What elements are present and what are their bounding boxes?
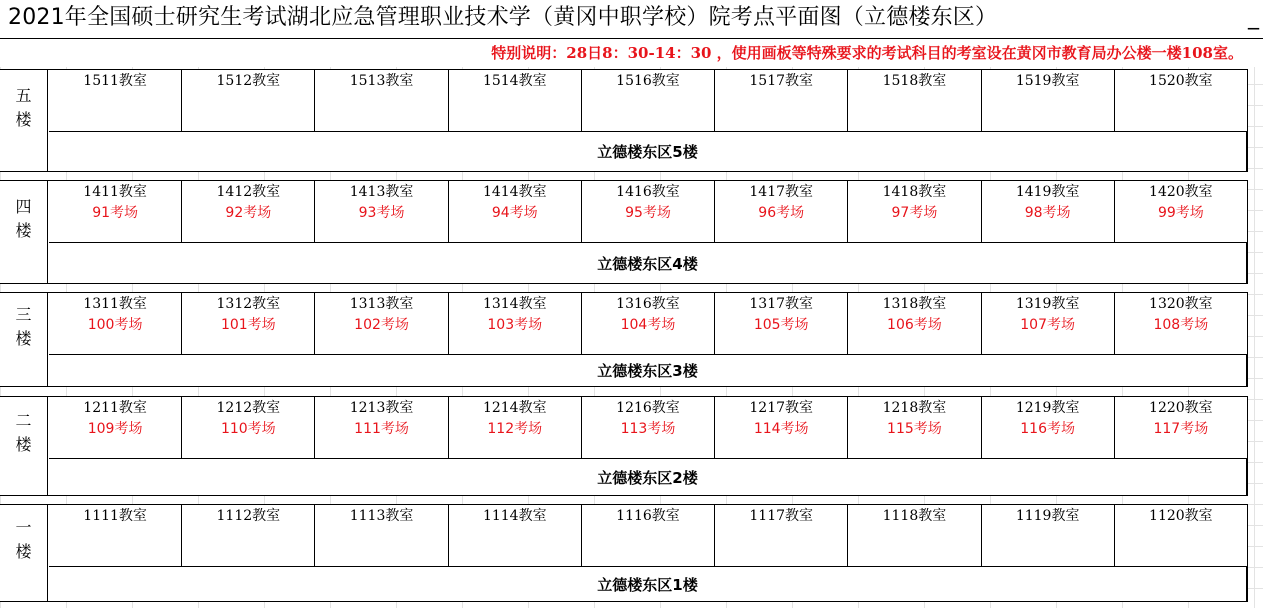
room-name: 1118教室 xyxy=(882,508,947,524)
room-name: 1317教室 xyxy=(749,296,814,312)
room-cell xyxy=(315,70,448,131)
exam-room-number: 115考场 xyxy=(887,421,942,437)
exam-room-number xyxy=(1115,525,1247,528)
room-name: 1120教室 xyxy=(1149,508,1213,524)
room-cell xyxy=(1115,293,1247,354)
room-name: 1212教室 xyxy=(216,400,281,416)
room-row xyxy=(49,505,1247,567)
room-name: 1119教室 xyxy=(1015,508,1080,524)
room-cell xyxy=(982,293,1115,354)
room-cell xyxy=(715,181,848,242)
floor-section xyxy=(0,292,1248,387)
room-row xyxy=(49,293,1247,355)
room-cell xyxy=(182,505,315,566)
exam-room-number xyxy=(315,525,447,528)
exam-room-number xyxy=(449,90,581,93)
building-floor-label: 立德楼东区1楼 xyxy=(49,567,1247,601)
room-name: 1312教室 xyxy=(216,296,281,312)
page-title: 2021年全国硕士研究生考试湖北应急管理职业技术学（黄冈中职学校）院考点平面图（立德楼东区） xyxy=(8,5,998,30)
exam-room-number xyxy=(1115,90,1247,93)
room-row xyxy=(49,397,1247,459)
building-floor-label: 立德楼东区4楼 xyxy=(49,243,1247,283)
exam-room-number: 117考场 xyxy=(1153,421,1209,437)
floor-label-char: 楼 xyxy=(15,542,32,561)
room-cell xyxy=(848,70,981,131)
exam-room-number xyxy=(715,90,847,93)
exam-room-number xyxy=(848,525,980,528)
room-cell xyxy=(315,181,448,242)
room-name: 1116教室 xyxy=(616,508,680,524)
room-cell xyxy=(315,505,448,566)
exam-room-number xyxy=(715,525,847,528)
room-name: 1314教室 xyxy=(482,296,547,312)
room-cell xyxy=(1115,70,1247,131)
room-name: 1111教室 xyxy=(83,508,147,524)
room-cell xyxy=(182,293,315,354)
exam-room-number: 99考场 xyxy=(1157,205,1204,221)
exam-room-number xyxy=(449,525,581,528)
exam-room-number: 97考场 xyxy=(891,205,938,221)
room-name: 1217教室 xyxy=(749,400,814,416)
room-cell xyxy=(982,397,1115,458)
exam-room-number xyxy=(49,525,181,528)
exam-room-number: 98考场 xyxy=(1024,205,1071,221)
room-cell xyxy=(49,293,182,354)
room-name: 1519教室 xyxy=(1015,73,1080,89)
floor-label-char: 一 xyxy=(15,518,32,537)
room-cell xyxy=(449,397,582,458)
room-cell xyxy=(715,293,848,354)
room-cell xyxy=(582,70,715,131)
floor-label xyxy=(0,70,48,171)
room-name: 1513教室 xyxy=(349,73,414,89)
building-floor-label: 立德楼东区5楼 xyxy=(49,132,1247,171)
exam-room-number xyxy=(582,525,714,528)
room-cell xyxy=(715,397,848,458)
room-cell xyxy=(449,505,582,566)
room-cell xyxy=(49,505,182,566)
exam-room-number: 112考场 xyxy=(487,421,543,437)
room-name: 1214教室 xyxy=(482,400,547,416)
room-name: 1417教室 xyxy=(749,184,814,200)
room-cell xyxy=(182,181,315,242)
room-name: 1416教室 xyxy=(616,184,680,200)
exam-room-number: 107考场 xyxy=(1020,317,1075,333)
room-name: 1117教室 xyxy=(749,508,814,524)
exam-room-number xyxy=(49,90,181,93)
room-cell xyxy=(49,397,182,458)
exam-room-number xyxy=(582,90,714,93)
exam-room-number xyxy=(982,90,1114,93)
room-row xyxy=(49,70,1247,132)
exam-room-number: 102考场 xyxy=(354,317,409,333)
room-cell xyxy=(49,181,182,242)
floor-label-char: 楼 xyxy=(15,109,32,129)
exam-room-number xyxy=(182,90,314,93)
room-name: 1414教室 xyxy=(482,184,547,200)
room-cell xyxy=(315,293,448,354)
room-name: 1211教室 xyxy=(83,400,147,416)
room-cell xyxy=(848,181,981,242)
room-cell xyxy=(982,505,1115,566)
exam-room-number: 96考场 xyxy=(758,205,805,221)
notice-bar xyxy=(0,39,1263,67)
room-row xyxy=(49,181,1247,243)
room-name: 1420教室 xyxy=(1149,184,1213,200)
floor-label-char: 楼 xyxy=(15,328,32,348)
floor-section xyxy=(0,504,1248,602)
exam-room-number xyxy=(315,90,447,93)
floor-label-char: 楼 xyxy=(15,221,32,240)
room-name: 1113教室 xyxy=(349,508,414,524)
room-cell xyxy=(182,397,315,458)
room-name: 1213教室 xyxy=(349,400,414,416)
room-name: 1316教室 xyxy=(616,296,680,312)
room-cell xyxy=(582,293,715,354)
exam-room-number: 114考场 xyxy=(753,421,809,437)
exam-room-number: 109考场 xyxy=(87,421,143,437)
room-name: 1514教室 xyxy=(482,73,547,89)
exam-room-number xyxy=(982,525,1114,528)
room-name: 1419教室 xyxy=(1015,184,1080,200)
room-cell xyxy=(848,505,981,566)
exam-room-number xyxy=(182,525,314,528)
room-cell xyxy=(982,181,1115,242)
room-name: 1114教室 xyxy=(482,508,547,524)
floor-label-char: 四 xyxy=(15,197,32,216)
room-cell xyxy=(1115,397,1247,458)
room-cell xyxy=(582,181,715,242)
floor-label-char: 二 xyxy=(15,411,32,430)
floor-label xyxy=(0,505,48,601)
room-cell xyxy=(49,70,182,131)
special-notice: 特别说明：28日8：30-14：30 ，使用画板等特殊要求的考试科目的考室设在黄冈市教育局办公楼一楼108室。 xyxy=(491,44,1243,62)
exam-room-number: 92考场 xyxy=(225,205,272,221)
room-cell xyxy=(449,293,582,354)
floor-label xyxy=(0,397,48,495)
exam-room-number: 111考场 xyxy=(354,421,409,437)
exam-room-number: 106考场 xyxy=(887,317,942,333)
room-name: 1413教室 xyxy=(349,184,414,200)
floor-label-char: 楼 xyxy=(15,435,32,454)
floor-section xyxy=(0,69,1248,172)
room-cell xyxy=(715,70,848,131)
room-name: 1511教室 xyxy=(83,73,147,89)
exam-room-number: 104考场 xyxy=(620,317,676,333)
room-name: 1520教室 xyxy=(1149,73,1213,89)
room-cell xyxy=(449,181,582,242)
floor-label-char: 五 xyxy=(15,85,32,105)
room-cell xyxy=(582,397,715,458)
title-bar xyxy=(0,0,1263,39)
exam-room-number: 110考场 xyxy=(220,421,276,437)
room-cell xyxy=(982,70,1115,131)
room-name: 1512教室 xyxy=(216,73,281,89)
room-name: 1319教室 xyxy=(1015,296,1080,312)
room-cell xyxy=(182,70,315,131)
room-cell xyxy=(1115,181,1247,242)
room-cell xyxy=(1115,505,1247,566)
room-cell xyxy=(315,397,448,458)
exam-room-number: 103考场 xyxy=(487,317,543,333)
room-name: 1220教室 xyxy=(1149,400,1213,416)
room-name: 1517教室 xyxy=(749,73,814,89)
exam-room-number: 100考场 xyxy=(87,317,143,333)
exam-room-number: 95考场 xyxy=(625,205,671,221)
exam-room-number: 108考场 xyxy=(1153,317,1209,333)
exam-room-number: 94考场 xyxy=(491,205,538,221)
room-cell xyxy=(715,505,848,566)
exam-room-number: 91考场 xyxy=(92,205,139,221)
floor-label xyxy=(0,293,48,386)
room-name: 1318教室 xyxy=(882,296,947,312)
floor-label xyxy=(0,181,48,283)
room-name: 1313教室 xyxy=(349,296,414,312)
room-name: 1219教室 xyxy=(1015,400,1080,416)
room-name: 1320教室 xyxy=(1149,296,1213,312)
floor-label-char: 三 xyxy=(15,304,32,324)
room-cell xyxy=(582,505,715,566)
exam-room-number: 116考场 xyxy=(1020,421,1075,437)
room-name: 1112教室 xyxy=(216,508,281,524)
room-cell xyxy=(848,293,981,354)
exam-room-number: 93考场 xyxy=(358,205,405,221)
room-cell xyxy=(848,397,981,458)
room-name: 1518教室 xyxy=(882,73,947,89)
room-name: 1412教室 xyxy=(216,184,281,200)
room-name: 1311教室 xyxy=(83,296,147,312)
floor-section xyxy=(0,180,1248,284)
room-name: 1411教室 xyxy=(83,184,147,200)
exam-room-number: 101考场 xyxy=(220,317,276,333)
exam-room-number xyxy=(848,90,980,93)
building-floor-label: 立德楼东区3楼 xyxy=(49,355,1247,386)
room-name: 1216教室 xyxy=(616,400,680,416)
building-floor-label: 立德楼东区2楼 xyxy=(49,459,1247,495)
room-name: 1218教室 xyxy=(882,400,947,416)
title-suffix: _ xyxy=(1248,5,1259,30)
room-name: 1516教室 xyxy=(616,73,680,89)
room-name: 1418教室 xyxy=(882,184,947,200)
exam-room-number: 105考场 xyxy=(753,317,809,333)
floor-section xyxy=(0,396,1248,496)
room-cell xyxy=(449,70,582,131)
exam-room-number: 113考场 xyxy=(620,421,676,437)
